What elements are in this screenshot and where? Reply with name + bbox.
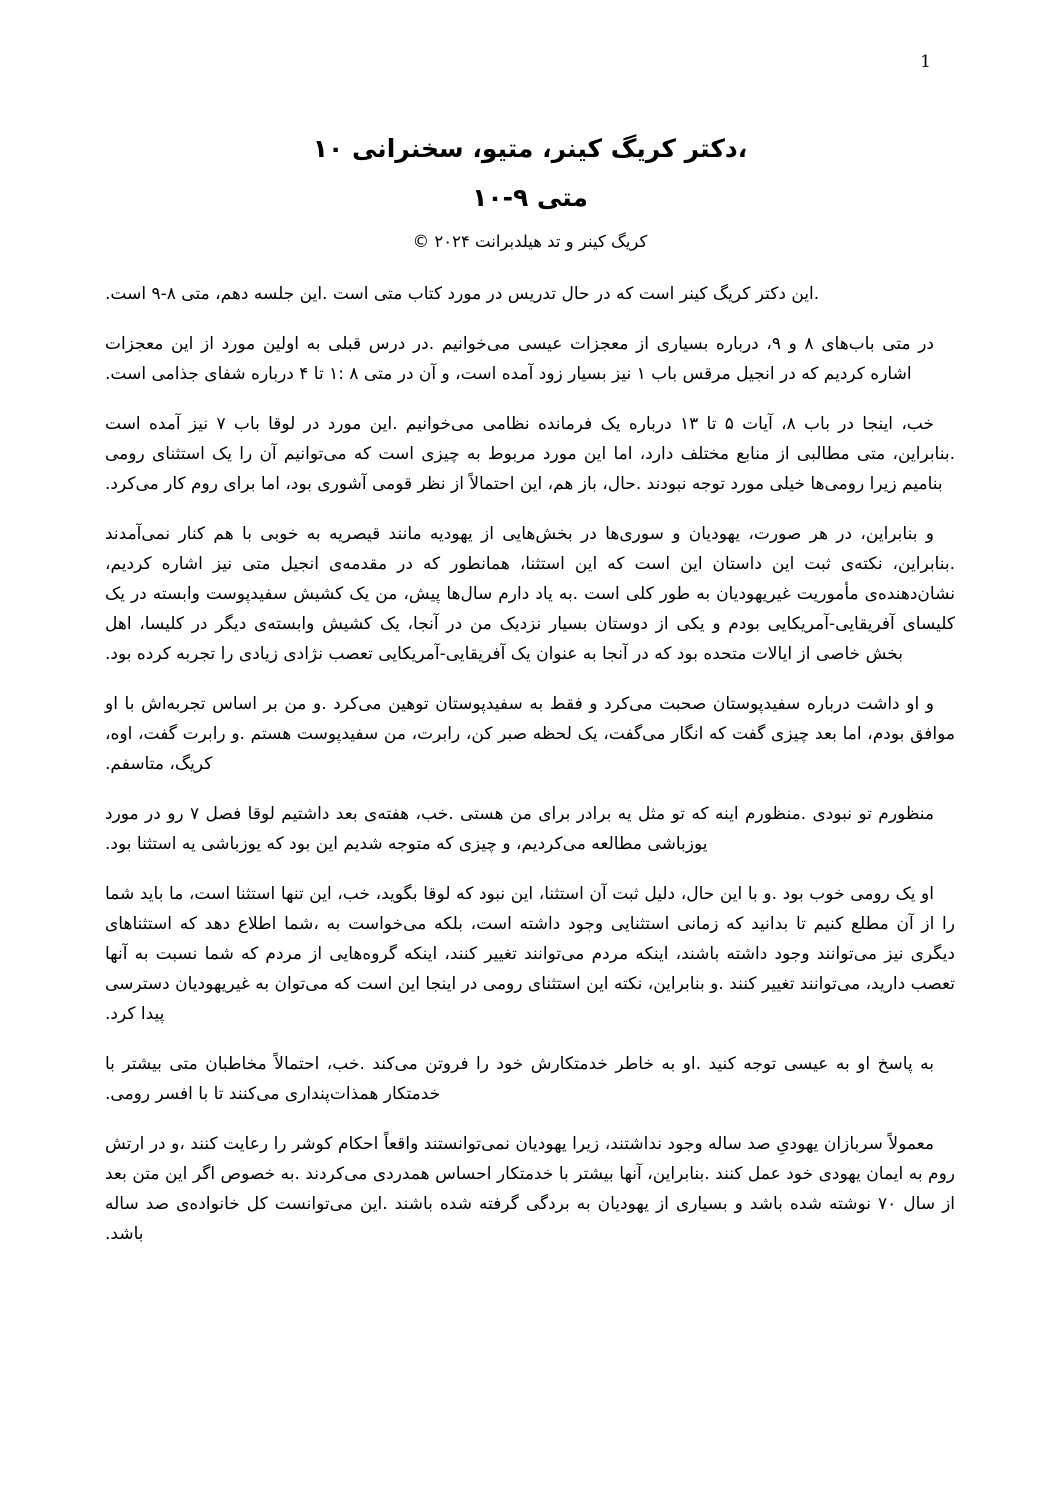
document-title-line-1: ،دکتر کریگ کینر، متیو، سخنرانی ۱۰	[312, 134, 748, 163]
document-title-line-2: متی ۹-۱۰	[472, 183, 588, 212]
page-number: 1	[920, 52, 931, 72]
paragraph-7: او یک رومی خوب بود .و با این حال، دلیل ثبت آن استثنا، این نبود که لوقا بگوید، خب، این تنها استثنا است، ما باید شما را از آن مطلع کنیم تا بدانید که زمانی استثنایی وجود داشته است، بلکه می‌خواست به ،شما اطلاع دهد که استثناهای دیگری نیز می‌توانند وجود داشته باشند، اینکه مردم می‌توانند تغییر کنند، اینکه گروه‌هایی از مردم که شما نسبت به آنها تعصب دارید، می‌توانند تغییر کنند .و بنابراین، نکته این استثنای رومی در اینجا این است که می‌توان به غیریهودیان دسترسی پیدا کرد.	[105, 884, 955, 1024]
paragraph-9: معمولاً سربازان یهودیِ صد ساله وجود نداشتند، زیرا یهودیان نمی‌توانستند واقعاً احکام کوشر را رعایت کنند ،و در ارتش روم به ایمان یهودی خود عمل کنند .بنابراین، آنها بیشتر با خدمتکار احساس همدردی می‌کردند .به خصوص اگر این متن بعد از سال ۷۰ نوشته شده باشد و بسیاری از یهودیان به بردگی گرفته شده باشند .این می‌توانست کل خانواده‌ی صد ساله باشد.	[105, 1134, 955, 1244]
copyright-line: کریگ کینر و تد هیلدبرانت ۲۰۲۴ ©	[412, 232, 648, 251]
paragraph-3: خب، اینجا در باب ۸، آیات ۵ تا ۱۳ درباره یک فرمانده نظامی می‌خوانیم .این مورد در لوقا باب ۷ نیز آمده است .بنابراین، متی مطالبی از منابع مختلف دارد، اما این مورد مربوط به چیزی است که می‌توانیم آن را یک استثنای رومی بنامیم زیرا رومی‌ها خیلی مورد توجه نبودند .حال، باز هم، این احتمالاً از نظر قومی آشوری بود، اما برای روم کار می‌کرد.	[105, 414, 955, 494]
paragraph-2: در متی باب‌های ۸ و ۹، درباره بسیاری از معجزات عیسی می‌خوانیم .در درس قبلی به اولین مورد از این معجزات اشاره کردیم که در انجیل مرقس باب ۱ نیز بسیار زود آمده است، و آن در متی ۸ :۱ تا ۴ درباره شفای جذامی است.	[105, 334, 934, 384]
paragraph-6: منظورم تو نبودی .منظورم اینه که تو مثل یه برادر برای من هستی .خب، هفته‌ی بعد داشتیم لوقا فصل ۷ رو در مورد یوزباشی مطالعه می‌کردیم، و چیزی که متوجه شدیم این بود که یوزباشی یه استثنا بود.	[105, 804, 934, 854]
page-content	[105, 124, 955, 1269]
paragraph-4: و بنابراین، در هر صورت، یهودیان و سوری‌ها در بخش‌هایی از یهودیه مانند قیصریه به خوبی با هم کنار نمی‌آمدند .بنابراین، نکته‌ی ثبت این داستان این است که این استثنا، همانطور که در مقدمه‌ی انجیل متی نیز اشاره کردیم، نشان‌دهنده‌ی مأموریت غیریهودیان به طور کلی است .به یاد دارم سال‌ها پیش، من یک کشیش سفیدپوست وابسته در یک کلیسای آفریقایی-آمریکایی بودم و یکی از دوستان بسیار نزدیک من در آنجا، یک کشیش وابسته‌ی دیگر در کلیسا، اهل بخش خاصی از ایالات متحده بود که در آنجا به عنوان یک آفریقایی-آمریکایی تعصب نژادی زیادی را تجربه کرده بود.	[105, 524, 955, 664]
paragraph-5: و او داشت درباره سفیدپوستان صحبت می‌کرد و فقط به سفیدپوستان توهین می‌کرد .و من بر اساس تجربه‌اش با او موافق بودم، اما بعد چیزی گفت که انگار می‌گفت، یک لحظه صبر کن، رابرت، من سفیدپوست هستم .و رابرت گفت، اوه، کریگ، متاسفم.	[105, 694, 955, 774]
paragraph-8: به پاسخ او به عیسی توجه کنید .او به خاطر خدمتکارش خود را فروتن می‌کند .خب، احتمالاً مخاطبان متی بیشتر با خدمتکار همذات‌پنداری می‌کنند تا با افسر رومی.	[105, 1054, 934, 1104]
document-body	[105, 279, 955, 1249]
paragraph-1: .این دکتر کریگ کینر است که در حال تدریس در مورد کتاب متی است .این جلسه دهم، متی ۸-۹ است.	[105, 284, 820, 304]
